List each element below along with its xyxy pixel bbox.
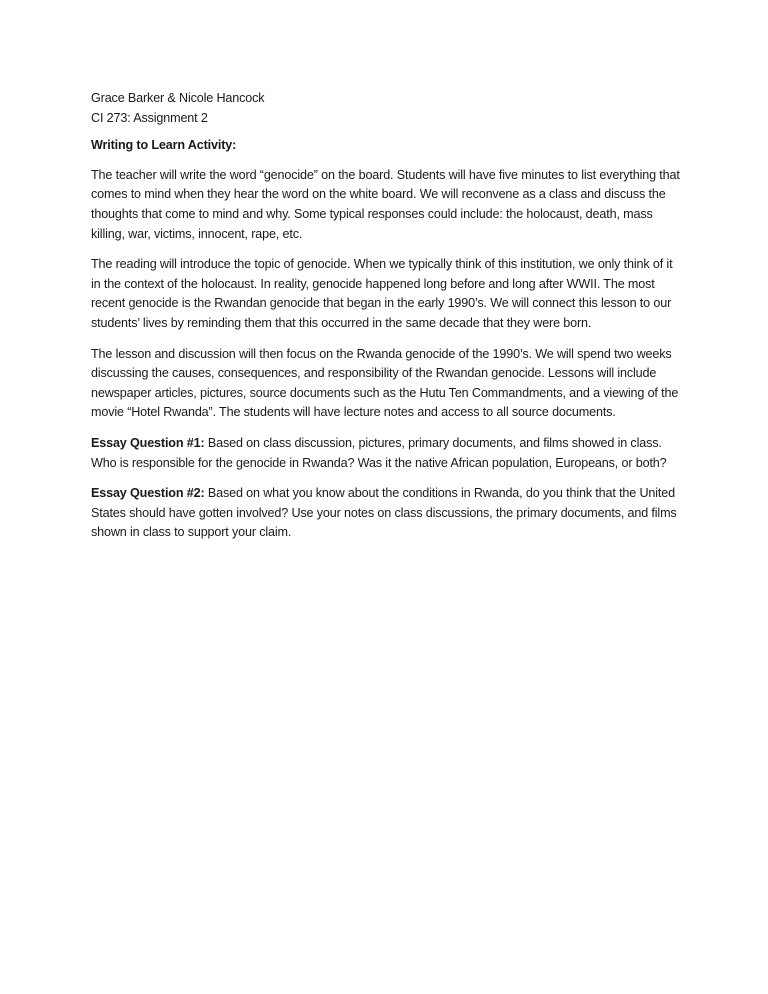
essay-question-2 bbox=[91, 484, 681, 543]
essay-question-1-text: Based on class discussion, pictures, primary documents, and films showed in class. Who is responsible for the genocide in Rwanda? Was it the native African population, Europeans, or both? bbox=[91, 435, 667, 470]
paragraph-intro: The teacher will write the word “genocide” on the board. Students will have five minutes to list everything that comes to mind when they hear the word on the white board. We will reconvene as a class and discuss the thoughts that come to mind and why. Some typical responses could include: the holocaust, death, mass killing, war, victims, innocent, rape, etc. bbox=[91, 167, 680, 241]
document-header bbox=[91, 89, 681, 128]
paragraph-reading: The reading will introduce the topic of genocide. When we typically think of this institution, we only think of it in the context of the holocaust. In reality, genocide happened long before and long after WWII. The most recent genocide is the Rwandan genocide that began in the early 1990’s. We will connect this lesson to our students’ lives by reminding them that this occurred in the same decade that they were born. bbox=[91, 257, 673, 330]
essay-question-1 bbox=[91, 434, 681, 473]
essay-question-2-label: Essay Question #2: bbox=[91, 486, 205, 501]
essay-question-1-label: Essay Question #1: bbox=[91, 435, 205, 450]
essay-question-2-text: Based on what you know about the conditions in Rwanda, do you think that the United States should have gotten involved? Use your notes on class discussions, the primary documents, and films shown in class to support your claim. bbox=[91, 486, 677, 540]
paragraph-lesson: The lesson and discussion will then focus on the Rwanda genocide of the 1990’s. We will spend two weeks discussing the causes, consequences, and responsibility of the Rwandan genocide. Lessons will include newspaper articles, pictures, source documents such as the Hutu Ten Commandments, and a viewing of the movie “Hotel Rwanda”. The students will have lecture notes and access to all source documents. bbox=[91, 346, 679, 420]
authors-line: Grace Barker & Nicole Hancock bbox=[91, 91, 265, 105]
document-body bbox=[91, 89, 681, 554]
course-line: CI 273: Assignment 2 bbox=[91, 110, 208, 125]
activity-heading: Writing to Learn Activity: bbox=[91, 138, 237, 153]
